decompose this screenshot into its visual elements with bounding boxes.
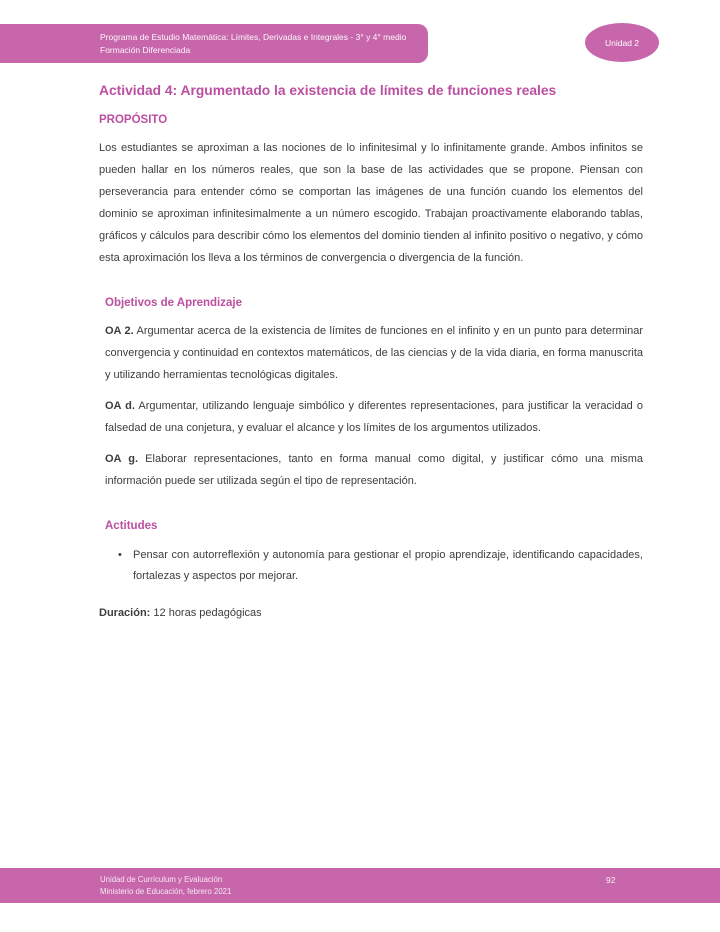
main-content [99, 82, 643, 624]
duracion-value: 12 horas pedagógicas [153, 607, 262, 619]
bullet-dot-icon: • [118, 549, 122, 561]
header-program-line1: Programa de Estudio Matemática: Límites, Derivadas e Integrales - 3° y 4° medio [100, 32, 407, 42]
activity-title: Actividad 4: Argumentado la existencia de límites de funciones reales [99, 83, 557, 98]
oa-text: Argumentar acerca de la existencia de límites de funciones en el infinito y en un punto para determinar convergencia y continuidad en contextos matemáticos, de las ciencias y de la vida diaria, en forma manuscrita y utilizando herramientas tecnológicas digitales. [105, 325, 644, 381]
oa-text: Elaborar representaciones, tanto en forma manual como digital, y justificar cómo una misma información puede ser utilizada según el tipo de representación. [105, 453, 643, 487]
oa-item [105, 395, 643, 439]
proposito-body: Los estudiantes se aproximan a las nociones de lo infinitesimal y lo infinitamente grande. Ambos infinitos se pueden hallar en los números reales, que son la base de las actividades que se propone. Piensan con perseverancia para entender cómo se comportan las imágenes de una función cuando los elementos del dominio se aproximan infinitesimalmente a un número escogido. Trabajan proactivamente elaborando tablas, gráficos y cálculos para describir cómo los elementos del dominio tienden al infinito positivo o negativo, y cómo esta aproximación los lleva a los términos de convergencia o divergencia de la función. [99, 142, 643, 264]
page-number: 92 [606, 875, 616, 885]
objetivos-heading: Objetivos de Aprendizaje [105, 297, 242, 309]
footer-line1: Unidad de Currículum y Evaluación [100, 875, 223, 884]
duracion-line [99, 602, 643, 624]
oa-item [105, 320, 643, 386]
unit-badge [585, 23, 659, 62]
oa-prefix: OA g. [105, 453, 139, 465]
oa-prefix: OA d. [105, 400, 135, 412]
footer-bar [0, 868, 720, 903]
unit-badge-label: Unidad 2 [604, 37, 640, 48]
actitudes-bullet-list [105, 545, 643, 587]
header-program-bar [0, 24, 428, 63]
duracion-label: Duración: [99, 607, 151, 619]
header-program-line2: Formación Diferenciada [100, 44, 191, 55]
footer-line2: Ministerio de Educación, febrero 2021 [100, 886, 232, 896]
oa-text: Argumentar, utilizando lenguaje simbólico y diferentes representaciones, para justificar la veracidad o falsedad de una conjetura, y evaluar el alcance y los límites de los argumentos utilizados. [105, 400, 643, 434]
objetivos-section [99, 296, 644, 624]
oa-prefix: OA 2. [105, 325, 134, 337]
proposito-heading: PROPÓSITO [99, 114, 168, 126]
oa-item [105, 448, 643, 492]
bullet-item [118, 545, 643, 587]
actitudes-heading: Actitudes [105, 520, 158, 532]
bullet-text: Pensar con autorreflexión y autonomía para gestionar el propio aprendizaje, identificando capacidades, fortalezas y aspectos por mejorar. [133, 549, 643, 582]
